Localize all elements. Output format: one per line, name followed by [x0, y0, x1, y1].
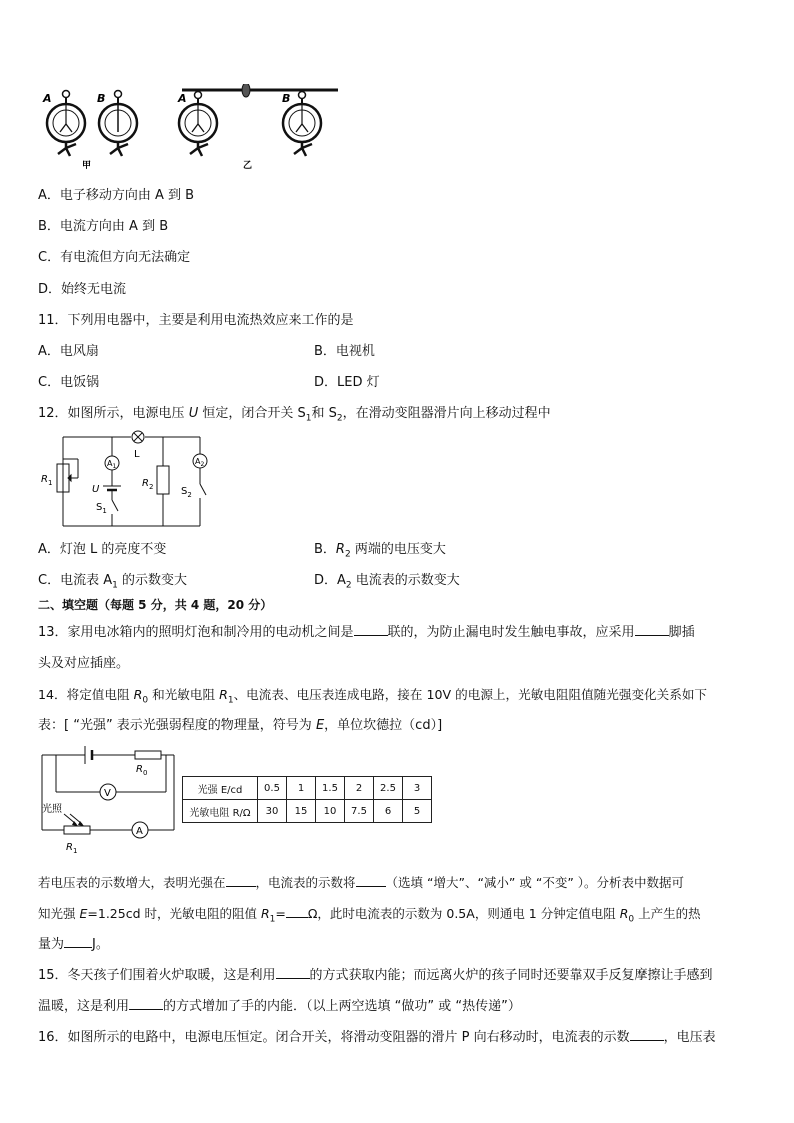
label-s2: $S_2$ — [181, 486, 192, 499]
electroscope-figure — [40, 84, 340, 174]
q11-option-d: D．LED 灯 — [314, 375, 380, 390]
q14-line-3: 若电压表的示数增大，表明光强在 ，电流表的示数将 （选填 “增大”、“减小” 或 “不变” ）。分析表中数据可 — [38, 875, 685, 890]
q15-blank-2 — [129, 997, 163, 1010]
q13-blank-2 — [635, 623, 669, 636]
label-l: L — [134, 449, 140, 460]
q12-stem: 12．如图所示，电源电压 U 恒定，闭合开关 $S_1$和 $S_2$，在滑动变阻器滑片向上移动过程中 — [38, 406, 551, 424]
electroscope-a-jia — [47, 91, 85, 157]
q14-circuit-diagram — [38, 742, 180, 856]
light-resistance-table — [182, 776, 432, 823]
table-cell: 30 — [258, 800, 287, 823]
table-row-label: 光强 E/cd — [183, 777, 258, 800]
q14-line-5: 量为 J。 — [38, 937, 109, 952]
table-cell: 0.5 — [258, 777, 287, 800]
q15-line-1: 15．冬天孩子们围着火炉取暖，这是利用 的方式获取内能；而远离火炉的孩子同时还要靠双手反复摩擦让手感到 — [38, 968, 713, 983]
label-a-jia: A — [43, 92, 52, 105]
q13-line-2: 头及对应插座。 — [38, 656, 130, 671]
q16-blank-1 — [630, 1028, 664, 1041]
q12-option-c: C．电流表 $A_1$ 的示数变大 — [38, 573, 187, 591]
q10-option-a: A．电子移动方向由 A 到 B — [38, 188, 195, 203]
table-cell: 3 — [403, 777, 432, 800]
table-cell: 5 — [403, 800, 432, 823]
q11-option-a: A．电风扇 — [38, 344, 99, 359]
label-u: U — [92, 484, 100, 495]
table-cell: 7.5 — [345, 800, 374, 823]
label-r0: $R_0$ — [136, 764, 148, 777]
label-v: V — [104, 788, 111, 799]
q14-line-2: 表：[ “光强” 表示光强弱程度的物理量，符号为 E，单位坎德拉（cd）] — [38, 718, 443, 733]
q10-option-c: C．有电流但方向无法确定 — [38, 250, 191, 265]
table-row — [183, 800, 432, 823]
table-cell: 2 — [345, 777, 374, 800]
q11-stem: 11．下列用电器中，主要是利用电流热效应来工作的是 — [38, 313, 354, 328]
q14-blank-4 — [64, 935, 92, 948]
q13-line-1: 13．家用电冰箱内的照明灯泡和制冷用的电动机之间是 联的，为防止漏电时发生触电事故，应采用 脚插 — [38, 625, 695, 640]
q10-option-d: D．始终无电流 — [38, 282, 127, 297]
q15-line-2: 温暖，这是利用 的方式增加了手的内能．（以上两空选填 “做功” 或 “热传递”） — [38, 999, 521, 1014]
label-a1: $A_1$ — [107, 459, 117, 470]
table-row-label: 光敏电阻 R/Ω — [183, 800, 258, 823]
q14-blank-3 — [286, 905, 308, 918]
table-cell: 15 — [287, 800, 316, 823]
q14-line-1: 14．将定值电阻 $R_0$ 和光敏电阻 $R_1$、电流表、电压表连成电路，接在 10V 的电源上，光敏电阻阻值随光强变化关系如下 — [38, 687, 708, 706]
label-r1: $R_1$ — [66, 842, 78, 855]
q12-option-a: A．灯泡 L 的亮度不变 — [38, 542, 167, 557]
table-row — [183, 777, 432, 800]
label-r1: $R_1$ — [41, 474, 53, 487]
label-r2: $R_2$ — [142, 478, 154, 491]
section-heading: 二、填空题（每题 5 分，共 4 题，20 分） — [38, 598, 273, 612]
q13-blank-1 — [354, 623, 388, 636]
q12-option-d: D．$A_2$ 电流表的示数变大 — [314, 573, 460, 591]
label-light: 光照 — [42, 804, 62, 815]
q14-line-4: 知光强 E=1.25cd 时，光敏电阻的阻值 $R_1= \Omega$，此时电流表的示数为 0.5A，则通电 1 分钟定值电阻 $R_0$ 上产生的热 — [38, 906, 701, 925]
q12-circuit-diagram — [38, 428, 228, 530]
label-b-jia: B — [97, 92, 106, 105]
table-cell: 6 — [374, 800, 403, 823]
label-a-yi: A — [178, 92, 187, 105]
table-cell: 10 — [316, 800, 345, 823]
table-cell: 2.5 — [374, 777, 403, 800]
q16-line-1: 16．如图所示的电路中，电源电压恒定。闭合开关，将滑动变阻器的滑片 P 向右移动时，电流表的示数 ，电压表 — [38, 1030, 716, 1045]
label-a2: $A_2$ — [195, 457, 205, 468]
label-s1: $S_1$ — [96, 502, 107, 515]
q10-option-b: B．电流方向由 A 到 B — [38, 219, 169, 234]
q11-option-c: C．电饭锅 — [38, 375, 100, 390]
label-b-yi: B — [282, 92, 291, 105]
caption-jia: 甲 — [82, 161, 92, 171]
table-cell: 1.5 — [316, 777, 345, 800]
q15-blank-1 — [276, 966, 310, 979]
q14-blank-2 — [356, 874, 386, 887]
q12-option-b: B．$R_2$ 两端的电压变大 — [314, 542, 446, 560]
label-a: A — [136, 826, 143, 837]
caption-yi: 乙 — [243, 161, 253, 171]
q14-blank-1 — [226, 874, 256, 887]
q11-option-b: B．电视机 — [314, 344, 375, 359]
table-cell: 1 — [287, 777, 316, 800]
